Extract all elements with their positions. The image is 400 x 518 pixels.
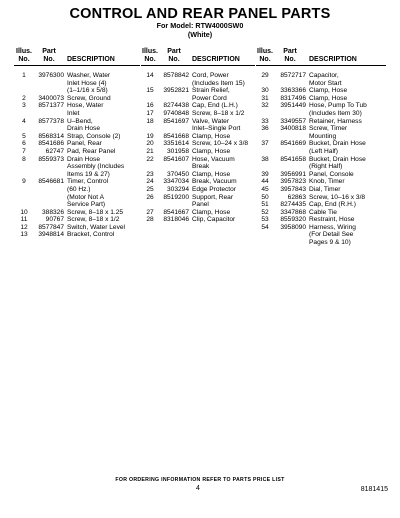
part-number: 8559373 [38, 155, 64, 163]
description-line: Bucket, Drain Hose [309, 155, 366, 163]
table-row [256, 125, 386, 140]
description-line: Cap, End (L.H.) [192, 102, 238, 110]
illus-number: 21 [146, 147, 154, 155]
part-number: 3347868 [280, 208, 306, 216]
illus-number: 19 [146, 132, 154, 140]
model-line: For Model: RTW4000SW0 [156, 21, 244, 30]
description-line: (Right Half) [309, 163, 343, 171]
table-row [14, 133, 140, 141]
table-row [141, 216, 255, 224]
header-part-line2: No. [168, 56, 180, 63]
header-description-label: DESCRIPTION [67, 56, 115, 63]
illus-number: 15 [146, 87, 154, 95]
table-row [141, 156, 255, 171]
description-line: Bucket, Drain Hose [309, 140, 366, 148]
part-description [309, 95, 386, 103]
illus-number: 29 [261, 72, 269, 79]
description-line: Dial, Timer [309, 185, 341, 193]
description-line: Cable Tie [309, 208, 337, 216]
illus-number: 36 [261, 125, 269, 133]
table-row [141, 148, 255, 156]
description-line: (Motor Not A [67, 193, 105, 201]
header-illus-line1: Illus. [257, 48, 273, 55]
description-line: Pages 9 & 10) [309, 239, 351, 247]
table-row [14, 72, 140, 95]
part-number: 62863 [287, 193, 306, 201]
part-number: 8541668 [163, 132, 189, 140]
header-part-line2: No. [284, 56, 296, 63]
table-row [256, 178, 386, 186]
table-row [14, 118, 140, 133]
table-row [14, 178, 140, 208]
part-description [67, 216, 140, 224]
part-description [192, 178, 255, 186]
description-line: Clip, Capacitor [192, 216, 236, 224]
part-number: 3400818 [280, 125, 306, 133]
part-number: 8541607 [163, 155, 189, 163]
part-number: 3952821 [163, 87, 189, 95]
illus-number: 50 [261, 193, 269, 201]
table-row [256, 186, 386, 194]
parts-list [256, 72, 386, 247]
illus-number: 31 [261, 94, 269, 102]
illus-number: 30 [261, 87, 269, 95]
description-line: Items 19 & 27) [67, 170, 110, 178]
part-description [309, 125, 386, 140]
header-description-label: DESCRIPTION [309, 56, 357, 63]
illus-number: 27 [146, 208, 154, 216]
illus-number: 8 [22, 155, 26, 163]
part-number: 3400073 [38, 94, 64, 102]
part-number: 8541658 [280, 155, 306, 163]
description-line: Clamp, Hose [192, 132, 231, 140]
description-line: Restraint, Hose [309, 216, 355, 224]
header-description-label: DESCRIPTION [192, 56, 240, 63]
parts-list [14, 72, 140, 239]
table-row [256, 224, 386, 247]
part-number: 8559320 [280, 216, 306, 224]
description-line: Break, Vacuum [192, 178, 237, 186]
table-row [256, 201, 386, 209]
illus-number: 38 [261, 155, 269, 163]
description-line: Pad, Rear Panel [67, 147, 116, 155]
table-row [14, 224, 140, 232]
illus-number: 5 [22, 132, 26, 140]
illus-number: 11 [20, 216, 28, 224]
part-description [192, 118, 255, 133]
part-description [67, 148, 140, 156]
part-number: 3957823 [280, 178, 306, 186]
description-line: Harness, Wiring [309, 223, 356, 231]
part-number: 8541697 [163, 117, 189, 125]
part-number: 8519200 [163, 193, 189, 201]
header-part-no [34, 48, 67, 64]
description-line: Valve, Water [192, 117, 230, 125]
description-line: (60 Hz.) [67, 185, 91, 193]
description-line: (For Detail See [309, 231, 354, 239]
table-row [256, 72, 386, 87]
part-description [192, 102, 255, 110]
table-row [256, 156, 386, 171]
part-number: 301958 [166, 147, 189, 155]
part-number: 8546681 [38, 178, 64, 186]
ordering-note: FOR ORDERING INFORMATION REFER TO PARTS PRICE LIST [115, 477, 285, 483]
header-illus-no [141, 48, 159, 64]
table-row [256, 95, 386, 103]
description-line: Switch, Water Level [67, 223, 126, 231]
parts-column-1 [14, 48, 140, 239]
header-rule [141, 65, 255, 66]
header-rule [256, 65, 386, 66]
illus-number: 18 [146, 117, 154, 125]
part-description [67, 72, 140, 95]
description-line: (Includes Item 15) [192, 79, 245, 87]
header-part-no [274, 48, 309, 64]
illus-number: 23 [146, 170, 154, 178]
illus-number: 45 [261, 185, 269, 193]
description-line: Clamp, Hose [192, 147, 231, 155]
table-row [141, 171, 255, 179]
table-row [141, 102, 255, 110]
part-description [192, 209, 255, 217]
part-description [309, 156, 386, 171]
part-description [192, 216, 255, 224]
illus-number: 9 [22, 178, 26, 186]
table-row [256, 87, 386, 95]
part-description [192, 133, 255, 141]
table-row [141, 110, 255, 118]
table-row [141, 133, 255, 141]
description-line: Screw, 8–18 x 1.25 [67, 208, 124, 216]
part-number: 9740848 [163, 109, 189, 117]
part-description [192, 110, 255, 118]
part-description [309, 87, 386, 95]
description-line: Clamp, Hose [192, 208, 231, 216]
illus-number: 32 [261, 102, 269, 110]
description-line: Service Part) [67, 201, 106, 209]
part-description [309, 209, 386, 217]
part-number: 8577847 [38, 223, 64, 231]
part-number: 8568314 [38, 132, 64, 140]
part-number: 8572717 [280, 72, 306, 79]
part-number: 3956991 [280, 170, 306, 178]
header-illus-no [256, 48, 274, 64]
table-row [14, 148, 140, 156]
part-number: 3363366 [280, 87, 306, 95]
part-description [192, 148, 255, 156]
description-line: Power Cord [192, 94, 227, 102]
description-line: Screw, Ground [67, 94, 111, 102]
part-number: 8274435 [280, 201, 306, 209]
column-header [14, 48, 140, 64]
illus-number: 2 [22, 94, 26, 102]
description-line: Cap, End (R.H.) [309, 201, 356, 209]
page-title: CONTROL AND REAR PANEL PARTS [69, 6, 331, 22]
illus-number: 28 [146, 216, 154, 224]
description-line: (1–1/16 x 5/8) [67, 87, 108, 95]
table-row [14, 95, 140, 103]
header-part-line1: Part [42, 48, 56, 55]
description-line: Retainer, Harness [309, 117, 362, 125]
illus-number: 25 [146, 185, 154, 193]
part-description [67, 140, 140, 148]
illus-number: 51 [261, 201, 269, 209]
description-line: Inlet Hose (4) [67, 79, 107, 87]
illus-number: 16 [146, 102, 154, 110]
part-description [67, 178, 140, 208]
illus-number: 20 [146, 140, 154, 148]
illus-number: 17 [146, 109, 154, 117]
description-line: Break [192, 163, 210, 171]
illus-number: 53 [261, 216, 269, 224]
description-line: (Left Half) [309, 147, 338, 155]
illus-number: 44 [261, 178, 269, 186]
description-line: Screw, Timer [309, 125, 348, 133]
part-description [192, 186, 255, 194]
part-description [67, 209, 140, 217]
description-line: Hose, Water [67, 102, 104, 110]
illus-number: 54 [261, 223, 269, 231]
part-number: 8274438 [163, 102, 189, 110]
description-line: Motor Start [309, 79, 342, 87]
table-row [141, 118, 255, 133]
header-part-line1: Part [167, 48, 181, 55]
part-number: 3351614 [163, 140, 189, 148]
description-line: Mounting [309, 132, 337, 140]
description-line: Washer, Water [67, 72, 111, 79]
table-row [256, 171, 386, 179]
description-line: Assembly (Includes [67, 163, 125, 171]
table-row [141, 87, 255, 102]
description-line: Hose, Vacuum [192, 155, 235, 163]
table-row [141, 209, 255, 217]
table-row [14, 102, 140, 117]
document-number: 8181415 [360, 486, 388, 493]
part-number: 8541669 [280, 140, 306, 148]
description-line: Inlet–Single Port [192, 125, 241, 133]
table-row [14, 209, 140, 217]
description-line: Screw, 10–24 x 3/8 [192, 140, 249, 148]
part-description [67, 133, 140, 141]
description-line: Support, Rear [192, 193, 234, 201]
description-line: Strain Relief, [192, 87, 230, 95]
part-number: 3976300 [38, 72, 64, 79]
header-illus-line2: No. [144, 56, 156, 63]
header-description [309, 48, 386, 64]
header-rule [14, 65, 140, 66]
illus-number: 52 [261, 208, 269, 216]
illus-number: 14 [146, 72, 154, 79]
description-line: U–Bend, [67, 117, 93, 125]
illus-number: 13 [20, 231, 28, 239]
description-line: Screw, 8–18 x 1/2 [67, 216, 120, 224]
illus-number: 39 [261, 170, 269, 178]
header-illus-no [14, 48, 34, 64]
description-line: Bracket, Control [67, 231, 115, 239]
description-line: Timer, Control [67, 178, 109, 186]
table-row [14, 156, 140, 179]
table-row [256, 194, 386, 202]
description-line: (Includes Item 30) [309, 109, 362, 117]
part-number: 303294 [166, 185, 189, 193]
part-description [192, 171, 255, 179]
part-number: 8318046 [163, 216, 189, 224]
part-description [309, 178, 386, 186]
part-number: 8571377 [38, 102, 64, 110]
color-line: (White) [187, 29, 213, 39]
model-subtitle [0, 22, 400, 39]
part-number: 8541686 [38, 140, 64, 148]
description-line: Panel, Console [309, 170, 354, 178]
part-number: 8541667 [163, 208, 189, 216]
table-row [14, 140, 140, 148]
table-row [141, 72, 255, 87]
description-line: Screw, 10–16 x 3/8 [309, 193, 366, 201]
description-line: Clamp, Hose [192, 170, 231, 178]
part-description [309, 224, 386, 247]
table-row [14, 231, 140, 239]
illus-number: 33 [261, 117, 269, 125]
part-description [67, 102, 140, 117]
header-description [192, 48, 255, 64]
description-line: Capacitor, [309, 72, 339, 79]
header-illus-line2: No. [259, 56, 271, 63]
header-part-no [159, 48, 192, 64]
description-line: Screw, 8–18 x 1/2 [192, 109, 245, 117]
description-line: Drain Hose [67, 125, 100, 133]
table-row [141, 194, 255, 209]
illus-number: 24 [146, 178, 154, 186]
part-number: 3958090 [280, 223, 306, 231]
part-description [192, 140, 255, 148]
illus-number: 26 [146, 193, 154, 201]
part-number: 3957843 [280, 185, 306, 193]
description-line: Cord, Power [192, 72, 229, 79]
parts-column-2 [141, 48, 255, 224]
part-description [309, 216, 386, 224]
description-line: Edge Protector [192, 185, 236, 193]
part-number: 90767 [45, 216, 64, 224]
table-row [141, 178, 255, 186]
part-description [309, 102, 386, 117]
table-row [141, 186, 255, 194]
part-description [192, 72, 255, 87]
part-number: 62747 [45, 147, 64, 155]
illus-number: 7 [22, 147, 26, 155]
table-row [256, 209, 386, 217]
parts-column-3 [256, 48, 386, 247]
part-number: 3349557 [280, 117, 306, 125]
part-description [309, 118, 386, 126]
description-line: Panel [192, 201, 209, 209]
part-number: 3948814 [38, 231, 64, 239]
table-row [256, 102, 386, 117]
header-description [67, 48, 140, 64]
part-description [192, 194, 255, 209]
part-description [309, 171, 386, 179]
part-description [309, 194, 386, 202]
part-description [67, 224, 140, 232]
part-number: 8577378 [38, 117, 64, 125]
table-row [256, 118, 386, 126]
parts-list [141, 72, 255, 224]
page-number: 4 [196, 485, 200, 492]
part-number: 370450 [166, 170, 189, 178]
illus-number: 22 [146, 155, 154, 163]
part-description [192, 87, 255, 102]
part-number: 3951449 [280, 102, 306, 110]
column-header [256, 48, 386, 64]
table-row [141, 140, 255, 148]
part-number: 388326 [41, 208, 64, 216]
illus-number: 12 [20, 223, 28, 231]
part-number: 3347034 [163, 178, 189, 186]
part-description [309, 186, 386, 194]
description-line: Strap, Console (2) [67, 132, 121, 140]
header-part-line2: No. [43, 56, 55, 63]
description-line: Panel, Rear [67, 140, 102, 148]
table-row [256, 140, 386, 155]
illus-number: 10 [20, 208, 28, 216]
description-line: Clamp, Hose [309, 87, 348, 95]
part-description [309, 140, 386, 155]
header-illus-line1: Illus. [16, 48, 32, 55]
description-line: Inlet [67, 109, 80, 117]
illus-number: 6 [22, 140, 26, 148]
part-number: 8578842 [163, 72, 189, 79]
part-description [309, 201, 386, 209]
table-row [256, 216, 386, 224]
illus-number: 1 [22, 72, 26, 79]
illus-number: 3 [22, 102, 26, 110]
part-number: 8317496 [280, 94, 306, 102]
header-part-line1: Part [283, 48, 297, 55]
illus-number: 37 [261, 140, 269, 148]
column-header [141, 48, 255, 64]
part-description [192, 156, 255, 171]
part-description [67, 156, 140, 179]
description-line: Knob, Timer [309, 178, 345, 186]
description-line: Clamp, Hose [309, 94, 348, 102]
part-description [67, 95, 140, 103]
header-illus-line2: No. [18, 56, 30, 63]
header-illus-line1: Illus. [142, 48, 158, 55]
illus-number: 4 [22, 117, 26, 125]
description-line: Hose, Pump To Tub [309, 102, 367, 110]
part-description [309, 72, 386, 87]
part-description [67, 231, 140, 239]
description-line: Drain Hose [67, 155, 100, 163]
part-description [67, 118, 140, 133]
table-row [14, 216, 140, 224]
